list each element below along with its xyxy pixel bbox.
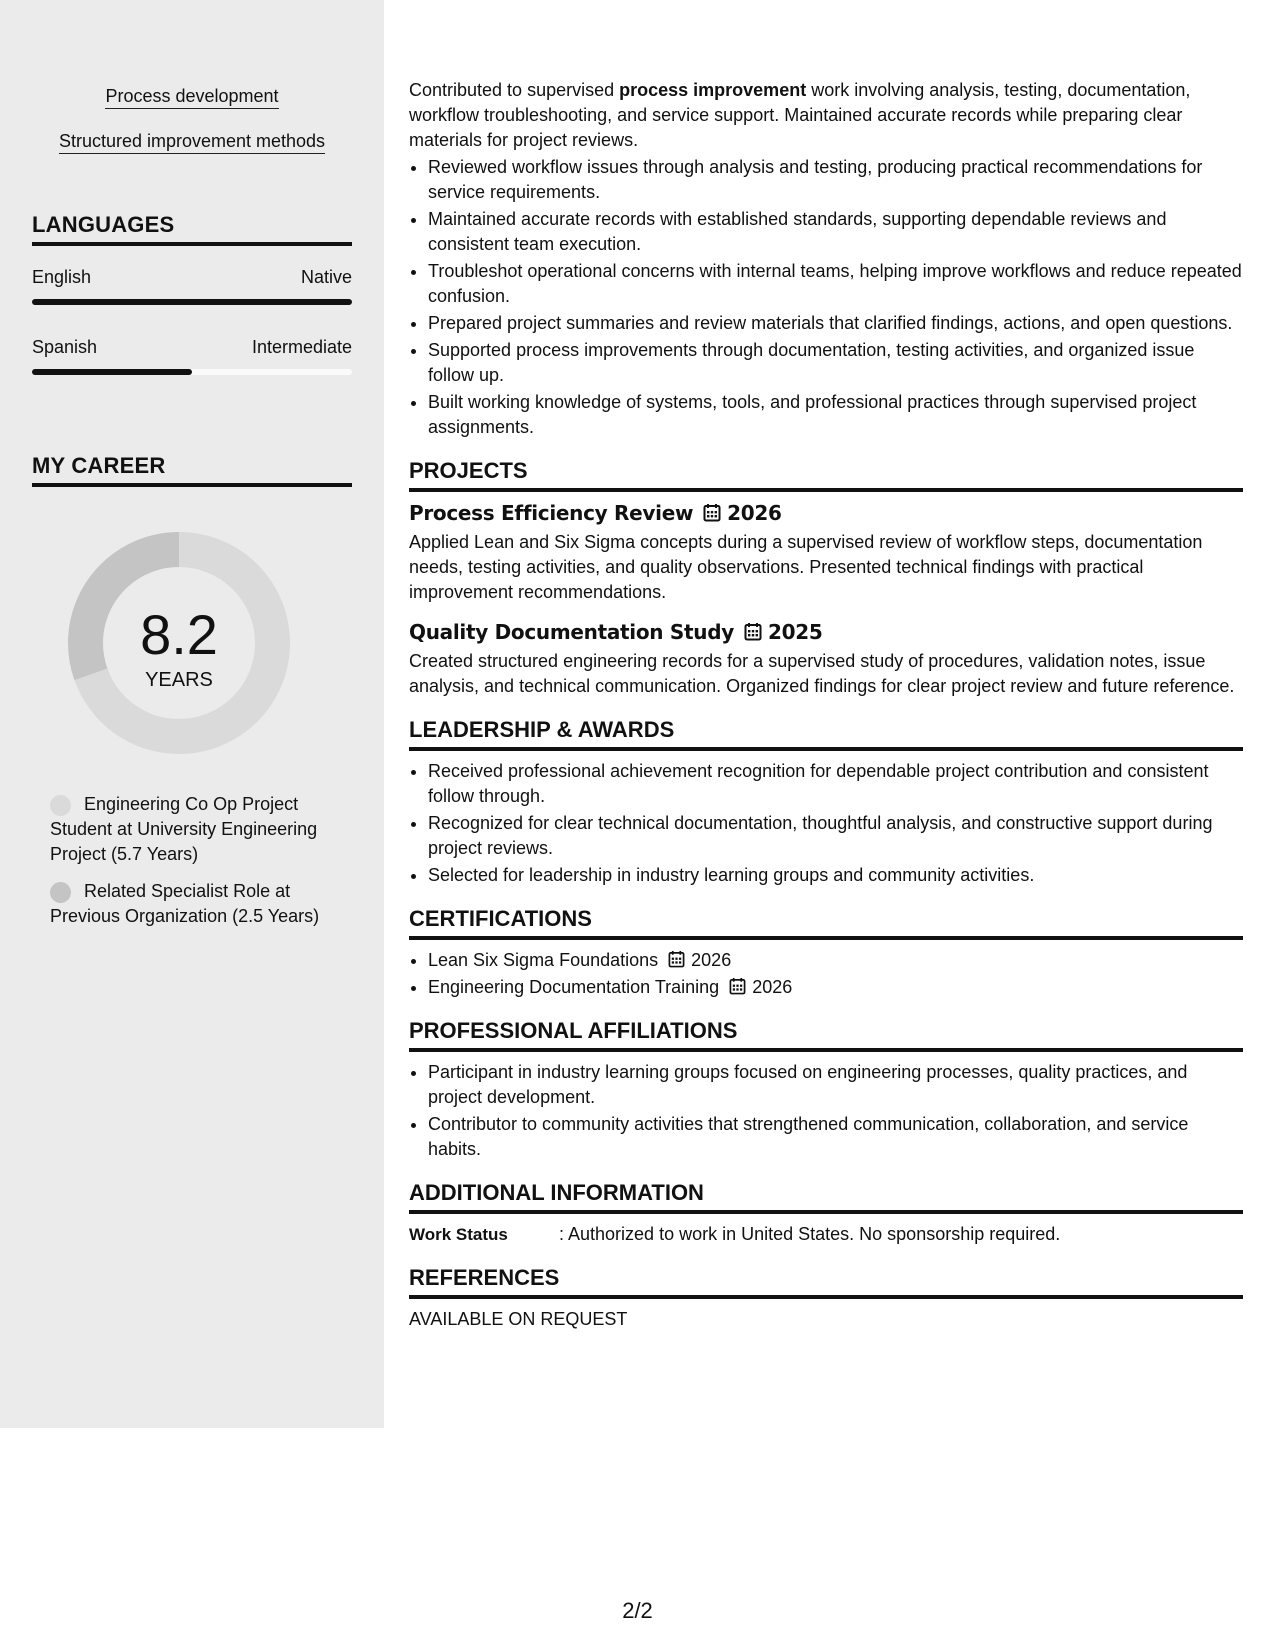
certifications-heading: CERTIFICATIONS — [409, 906, 1243, 940]
career-total-unit: YEARS — [145, 669, 213, 691]
career-legend-label: Engineering Co Op Project Student at University Engineering Project (5.7 Years) — [50, 794, 318, 864]
skill-item — [0, 84, 384, 108]
skill-label: Process development — [105, 86, 278, 109]
language-row — [32, 337, 352, 381]
certification-item — [428, 948, 1243, 973]
career-legend-item — [50, 879, 320, 929]
project-description: Created structured engineering records for a supervised study of procedures, validation notes, issue analysis, and technical communication. Organized findings for clear project review and future reference. — [409, 651, 1235, 696]
list-item: • Supported process improvements through documentation, testing activities, and organized issue follow up. — [428, 338, 1243, 388]
language-name: Spanish — [32, 337, 98, 357]
work-status-label: Work Status — [409, 1225, 508, 1244]
list-item: • Recognized for clear technical documentation, thoughtful analysis, and constructive support during project reviews. — [428, 811, 1243, 861]
skill-label: Structured improvement methods — [59, 131, 325, 154]
summary-text: Contributed to supervised — [409, 80, 620, 100]
project-title: Quality Documentation Study — [409, 620, 734, 644]
list-item: • Participant in industry learning groups focused on engineering processes, quality practices, and project development. — [428, 1060, 1243, 1110]
career-total-value: 8.2 — [140, 603, 218, 666]
main-content — [409, 78, 1243, 1332]
language-level: Native — [300, 267, 352, 287]
language-name: English — [32, 267, 92, 287]
career-legend-label: Related Specialist Role at Previous Organization (2.5 Years) — [50, 881, 320, 926]
affiliations-bullets — [409, 1060, 1243, 1162]
calendar-icon — [703, 503, 721, 522]
skill-item — [0, 129, 384, 153]
calendar-icon — [668, 950, 685, 968]
page-number: 2/2 — [622, 1598, 653, 1623]
career-donut-chart — [66, 530, 292, 756]
project-item — [409, 619, 1243, 699]
affiliations-heading: PROFESSIONAL AFFILIATIONS — [409, 1018, 1243, 1052]
list-item: • Built working knowledge of systems, tools, and professional practices through supervised project assignments. — [428, 390, 1243, 440]
project-year: 2025 — [767, 620, 823, 644]
certification-year: 2026 — [752, 977, 793, 997]
experience-bullets — [409, 155, 1243, 440]
list-item: • Received professional achievement recognition for dependable project contribution and consistent follow through. — [428, 759, 1243, 809]
language-proficiency-bar — [32, 369, 352, 375]
list-item: • Maintained accurate records with established standards, supporting dependable reviews and consistent team execution. — [428, 207, 1243, 257]
project-year: 2026 — [727, 501, 782, 525]
references-text: AVAILABLE ON REQUEST — [409, 1309, 628, 1329]
calendar-icon — [729, 977, 746, 995]
language-level: Intermediate — [251, 337, 352, 357]
certification-year: 2026 — [691, 950, 732, 970]
leadership-bullets — [409, 759, 1243, 888]
sidebar — [0, 0, 384, 1428]
references-heading: REFERENCES — [409, 1265, 1243, 1299]
project-title-row — [409, 500, 1243, 526]
certifications-list — [409, 948, 1243, 1000]
list-item: • Reviewed workflow issues through analysis and testing, producing practical recommendations for service requirements. — [428, 155, 1243, 205]
list-item: • Selected for leadership in industry learning groups and community activities. — [428, 863, 1243, 888]
career-legend-item — [50, 792, 320, 867]
career-legend-dot — [50, 882, 71, 903]
list-item: • Prepared project summaries and review materials that clarified findings, actions, and open questions. — [428, 311, 1243, 336]
summary-bold-text: process improvement — [619, 80, 807, 100]
career-heading: MY CAREER — [32, 453, 352, 487]
languages-heading: LANGUAGES — [32, 212, 352, 246]
language-proficiency-fill — [32, 369, 192, 375]
leadership-heading: LEADERSHIP & AWARDS — [409, 717, 1243, 751]
calendar-icon — [744, 622, 762, 641]
work-status-value: : Authorized to work in United States. No sponsorship required. — [559, 1224, 1061, 1244]
project-title-row — [409, 619, 1243, 645]
language-row — [32, 267, 352, 311]
summary-text: work involving analysis, testing, documentation, workflow troubleshooting, and service support. Maintained accurate records while preparing clear materials for project reviews. — [409, 80, 1191, 150]
list-item: • Troubleshot operational concerns with internal teams, helping improve workflows and reduce repeated confusion. — [428, 259, 1243, 309]
project-item — [409, 500, 1243, 605]
certification-name: Engineering Documentation Training — [428, 977, 720, 997]
additional-info-heading: ADDITIONAL INFORMATION — [409, 1180, 1243, 1214]
project-description: Applied Lean and Six Sigma concepts during a supervised review of workflow steps, documentation needs, testing activities, and quality observations. Presented technical findings with practical improvement recommendations. — [409, 532, 1203, 602]
projects-heading: PROJECTS — [409, 458, 1243, 492]
certification-name: Lean Six Sigma Foundations — [428, 950, 659, 970]
list-item: • Contributor to community activities that strengthened communication, collaboration, and service habits. — [428, 1112, 1243, 1162]
project-title: Process Efficiency Review — [409, 501, 694, 525]
experience-summary — [409, 78, 1243, 153]
language-proficiency-bar — [32, 299, 352, 305]
language-proficiency-fill — [32, 299, 352, 305]
career-legend-dot — [50, 795, 71, 816]
work-status-row — [409, 1222, 1243, 1247]
certification-item — [428, 975, 1243, 1000]
